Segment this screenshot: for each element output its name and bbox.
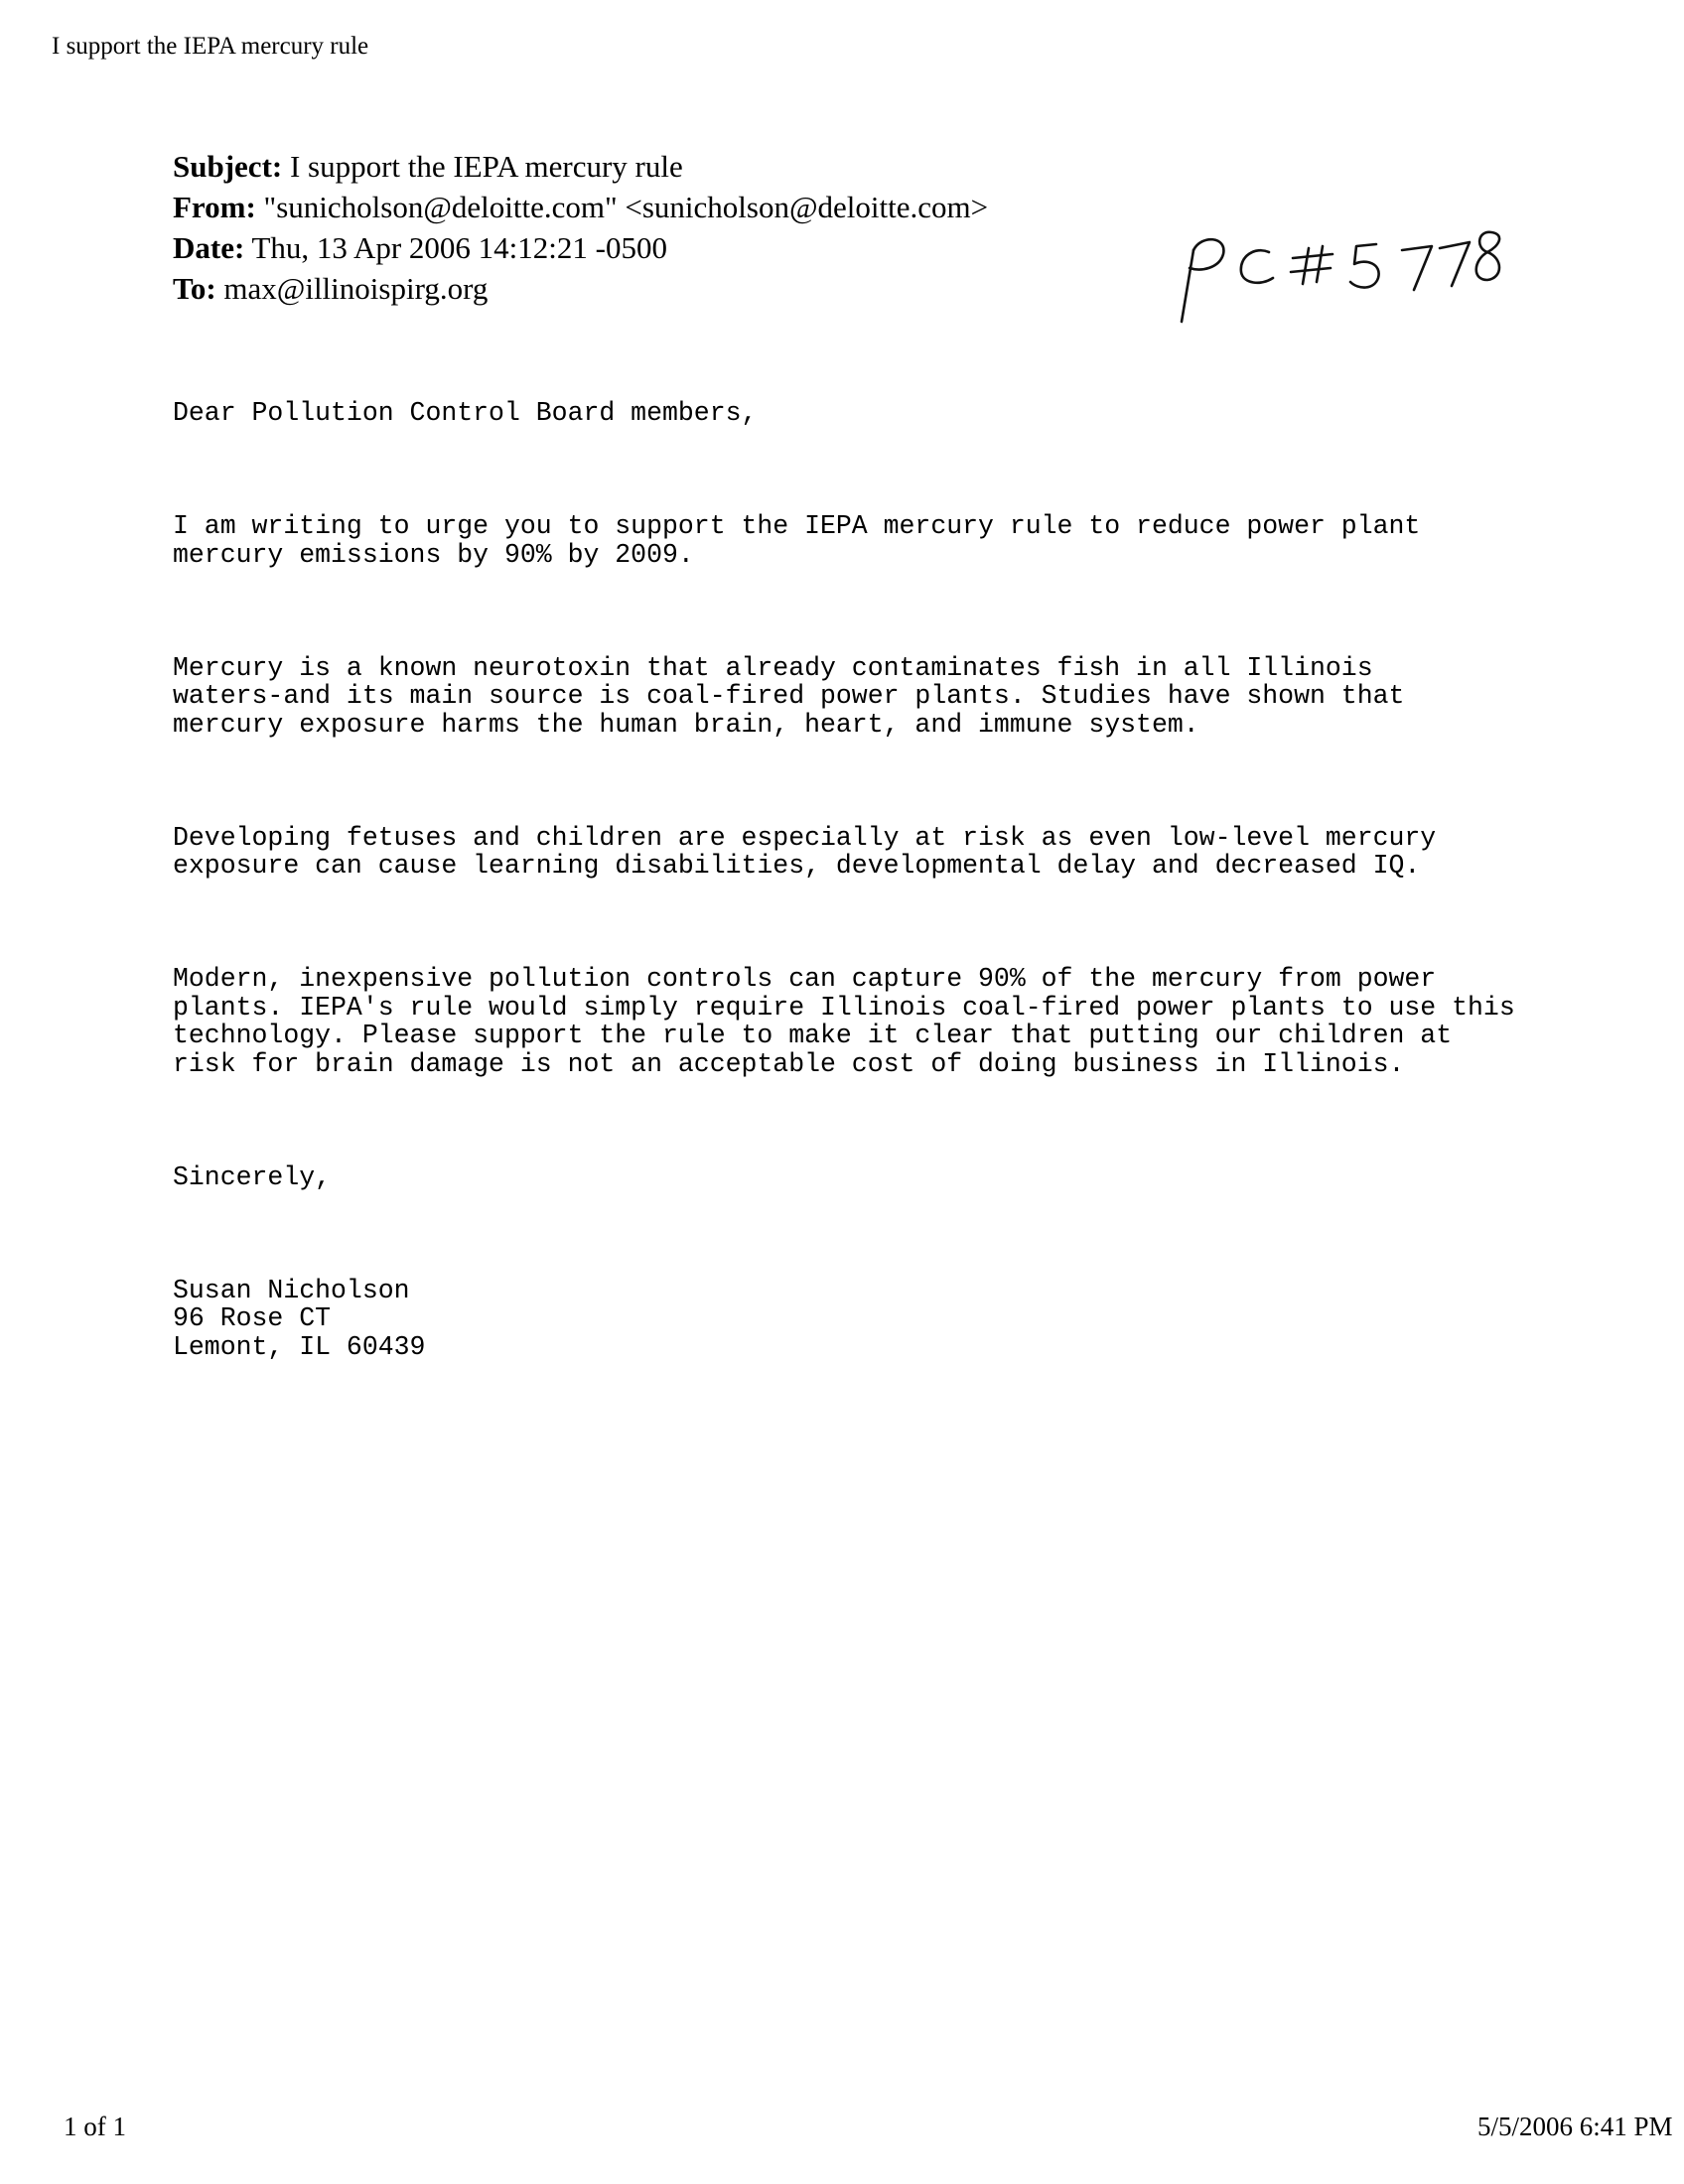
closing: Sincerely, [173,1161,332,1192]
body-paragraph-3: Developing fetuses and children are especially at risk as even low-level mercury exposure can cause learning disabilities, developmental delay and decreased IQ. [173,822,1437,881]
page-number: 1 of 1 [64,2112,126,2141]
subject-row [173,146,988,187]
subject-label: Subject: [173,149,283,184]
page-header-title: I support the IEPA mercury rule [52,33,369,60]
from-label: From: [173,190,256,224]
to-row [173,268,988,309]
from-row [173,187,988,227]
to-value: max@illinoispirg.org [223,271,489,306]
body-paragraph-2: Mercury is a known neurotoxin that already contaminates fish in all Illinois waters-and its main source is coal-fired power plants. Studies have shown that mercury exposure harms the human brain, heart, and immune system. [173,652,1405,740]
print-timestamp: 5/5/2006 6:41 PM [1477,2112,1673,2141]
date-row [173,227,988,268]
to-label: To: [173,271,216,306]
handwritten-stamp-drawing [1172,220,1529,330]
email-body [173,342,1622,1418]
greeting: Dear Pollution Control Board members, [173,398,758,428]
date-value: Thu, 13 Apr 2006 14:12:21 -0500 [251,230,667,265]
handwritten-stamp [1172,220,1529,330]
subject-value: I support the IEPA mercury rule [289,149,683,184]
from-value: "sunicholson@deloitte.com" <sunicholson@deloitte.com> [263,190,989,224]
signature-block: Susan Nicholson 96 Rose CT Lemont, IL 60439 [173,1275,426,1362]
body-paragraph-4: Modern, inexpensive pollution controls can capture 90% of the mercury from power plants. IEPA's rule would simply require Illinois coal-fired power plants to use this technology. Please support the rule to make it clear that putting our children at risk for brain damage is not an acceptable cost of doing business in Illinois. [173,964,1515,1079]
body-paragraph-1: I am writing to urge you to support the IEPA mercury rule to reduce power plant mercury emissions by 90% by 2009. [173,511,1421,570]
email-headers [173,146,988,309]
date-label: Date: [173,230,245,265]
